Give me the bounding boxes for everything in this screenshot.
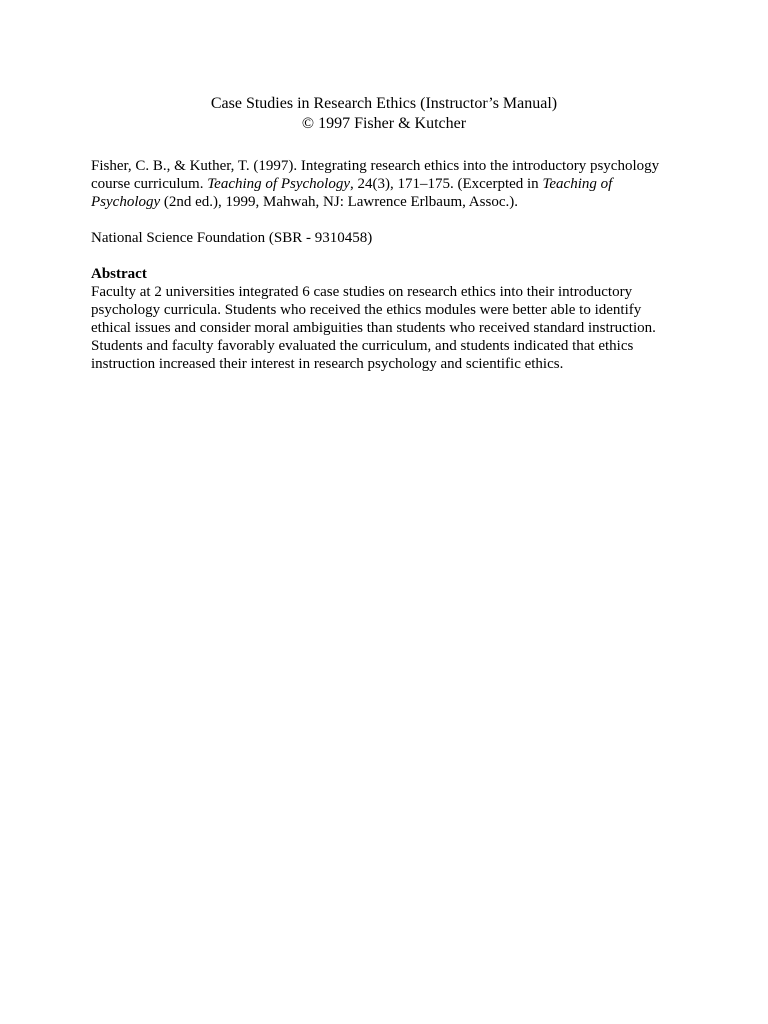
- journal-title: Teaching of Psychology: [207, 176, 350, 192]
- citation-text: , 24(3), 171–175. (Excerpted in: [349, 176, 543, 192]
- abstract-line: ethical issues and consider moral ambiguities than students who received standard instruction.: [91, 320, 656, 336]
- abstract-paragraph: [91, 283, 691, 373]
- abstract-line: Faculty at 2 universities integrated 6 case studies on research ethics into their introductory: [91, 284, 633, 300]
- abstract-line: instruction increased their interest in research psychology and scientific ethics.: [91, 356, 564, 372]
- document-body: [91, 157, 691, 373]
- book-title: Psychology: [91, 194, 161, 210]
- book-title: Teaching of: [542, 176, 613, 192]
- citation-text: course curriculum.: [91, 176, 208, 192]
- document-header: [0, 94, 768, 134]
- abstract-line: Students and faculty favorably evaluated the curriculum, and students indicated that ethics: [91, 338, 634, 354]
- document-title: Case Studies in Research Ethics (Instructor’s Manual): [210, 95, 558, 112]
- abstract-heading: Abstract: [91, 266, 147, 282]
- funding-line: National Science Foundation (SBR - 9310458): [91, 230, 373, 246]
- copyright-line: © 1997 Fisher & Kutcher: [301, 115, 467, 132]
- abstract-line: psychology curricula. Students who received the ethics modules were better able to identify: [91, 302, 642, 318]
- citation-line-3: [91, 193, 691, 211]
- citation-paragraph: [91, 157, 691, 211]
- citation-text: (2nd ed.), 1999, Mahwah, NJ: Lawrence Erlbaum, Assoc.).: [160, 194, 518, 210]
- citation-line-1: Fisher, C. B., & Kuther, T. (1997). Integrating research ethics into the introductory psychology: [91, 158, 660, 174]
- citation-line-2: [91, 175, 691, 193]
